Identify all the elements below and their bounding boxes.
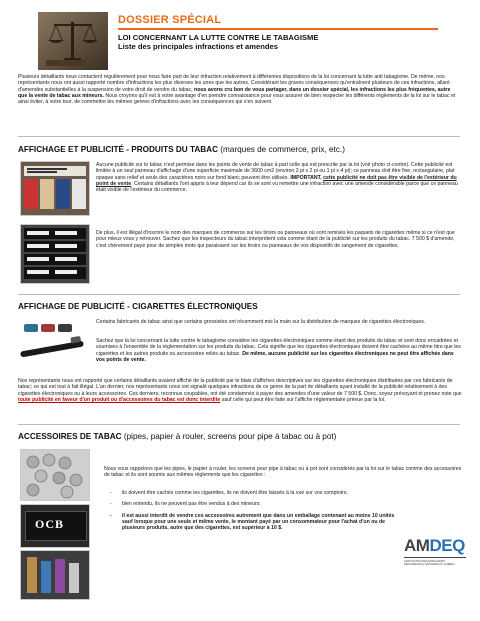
section3-title: ACCESSOIRES DE TABAC (pipes, papier à rouler, screens pour pipe à tabac ou à pot): [18, 432, 337, 441]
rolling-papers-photo: [20, 504, 90, 548]
ecigarette-photo: [18, 318, 88, 364]
cigarette-drawers-photo: [20, 224, 90, 284]
section3-divider: [18, 424, 460, 425]
section1-paragraph2: De plus, il est illégal d'inscrire le nom des marques de commerce sur les tiroirs ou panneaux où sont remisés les paquets de cigarettes même si ce n'est que pour mieux vous y retrouver. Sachez que les inspecteurs du tabac interprètent cela comme étant de la publicité sur les produits du tabac. 7 500 $ d'amende, c'est chèrement payé pour de simples mots qui paraissent sur les tiroirs ou panneaux de vos dispositifs de rangement de cigarettes.: [96, 230, 455, 249]
section1-divider: [18, 136, 460, 137]
scales-icon: [38, 12, 108, 70]
bullet-hidden: - ils doivent être cachés comme les cigarettes, ils ne doivent être laissés à la vue sur vos comptoirs;: [110, 490, 396, 496]
section3-paragraph1: Nous vous rappelons que les pipes, le papier à rouler, les screens pour pipe à tabac ou à pot sont considérés par la loi sur le tabac comme des accessoires de tabac et ils sont soumis aux mêmes règlements que les cigarettes :: [104, 466, 462, 479]
section2-paragraph3: Nos représentants nous ont rapporté que certains détaillants avaient affiché de la publicité par le biais d'affiches descriptives sur les cigarettes électroniques distribuées par ces fabricants de tabac; ce qui est tout à fait illégal. L'an dernier, nos représentants nous ont signalé quelques infractions de ce genre de la part de détaillants ayant installé de la publicité relativement à des cigarettes électroniques ou à leurs accessoires. Ces derniers, reconnus coupables, ont été condamnés à payer des amendes d'une valeur de 7 500 $. Donc, soyez prévoyant et prenez note que toute publicité en faveur d'un produit ou d'accessoires du tabac est donc interdite sauf celle qui peut être faite sur l'affiche réglementaire prévue par la loi.: [18, 378, 462, 403]
pipes-photo: [20, 550, 90, 600]
prohibited-advertising-link[interactable]: toute publicité en faveur d'un produit ou d'accessoires du tabac est donc interdite: [18, 396, 221, 403]
header: [118, 14, 448, 51]
dossier-subtitle: Liste des principales infractions et amendes: [118, 42, 278, 51]
bullet-minors: - bien entendu, ils ne peuvent pas être vendus à des mineurs;: [110, 501, 396, 507]
header-rule: [118, 28, 438, 30]
section1-paragraph1: Aucune publicité sur le tabac n'est permise dans les points de vente de tabac à part celle qui est prescrite par la loi (voir photo ci-contre). Cette publicité est limitée à un seul panneau d'affichage d'une superficie maximale de 3600 cm2 (environ 2 pi x 2 pi ou 1 pi x 4 pi); ce panneau doit être fixe, rectangulaire, plat opaque sans relief et seuls des caractères noirs sur fond blanc peuvent être utilisés. IMPORTANT, cette publicité ne doit pas être visible de l'extérieur du point de vente. Certains détaillants l'ont appris à leur dépend car ils se sont vu remettre une infraction avec une amende considérable parce que ce panneau était visible de l'extérieur du commerce.: [96, 162, 458, 194]
section1-title: AFFICHAGE ET PUBLICITÉ - PRODUITS DU TABAC (marques de commerce, prix, etc.): [18, 145, 345, 154]
intro-paragraph: Plusieurs détaillants nous contactent régulièrement pour nous faire part de leur infraction relativement à différentes dispositions de la loi concernant la lutte anti tabagisme. De même, nos représentants nous ont aussi rapporté nombre d'infractions les plus diverses les unes que les autres. Considérant les graves conséquences qu'entraînent plusieurs de ces infractions, allant d'amendes substantielles à la suspension de votre droit de vendre du tabac, nous avons cru bon de vous partager, dans un dossier spécial, les infractions les plus fréquentes, autre que la vente de tabac aux mineurs. Nous croyons qu'il est à votre avantage d'en prendre connaissance pour vous assurer de bien respecter les différents règlements de la loi sur le tabac et ainsi éviter, à votre tour, de commettre les mêmes genres d'infractions avec les conséquences qui s'en suivent.: [18, 74, 456, 106]
bullet-packaging: - il est aussi interdit de vendre ces accessoires autrement que dans un emballage contenant au moins 10 unités sauf lorsque pour une seule et même vente, le montant payé par un consommateur pour l'achat d'un ou de plusieurs produits, autre que des cigarettes, est supérieur à 10 $.: [110, 513, 396, 532]
section2-divider: [18, 294, 460, 295]
logo-am: AM: [404, 536, 430, 555]
amdeq-logo: [404, 537, 470, 597]
section3-bullet-list: [110, 490, 396, 536]
logo-subtitle-2: DÉPANNEURS ET ÉPICIERS DU QUÉBEC: [404, 563, 455, 567]
store-display-photo: [20, 161, 90, 216]
ocb-label: OCB: [35, 517, 65, 531]
pipe-screens-photo: [20, 449, 90, 501]
justice-scales-image: [38, 12, 108, 70]
section2-paragraph2: Sachez que la loi concernant la lutte contre le tabagisme considère les cigarettes électroniques comme étant des produits du tabac et sont donc encadrées et soumises à l'ensemble de la réglementation sur les produits du tabac. Cela signifie que les cigarettes électroniques doivent être cachées au même titre que les cigarettes et les autres produits ou accessoires reliés au tabac. De même, aucune publicité sur les cigarettes électroniques ne peut être affichée dans vos points de vente.: [96, 338, 461, 363]
dossier-kicker: DOSSIER SPÉCIAL: [118, 14, 222, 26]
section2-paragraph1: Certains fabricants de tabac ainsi que certains grossistes ont récemment mis la main sur la distribution de marques de cigarettes électroniques.: [96, 319, 426, 325]
dossier-title: LOI CONCERNANT LA LUTTE CONTRE LE TABAGISME: [118, 33, 319, 42]
logo-subtitle-1: ASSOCIATION DES MARCHANDS: [404, 560, 446, 563]
logo-deq: DEQ: [429, 536, 465, 555]
section2-title: AFFICHAGE DE PUBLICITÉ - CIGARETTES ÉLECTRONIQUES: [18, 302, 258, 311]
